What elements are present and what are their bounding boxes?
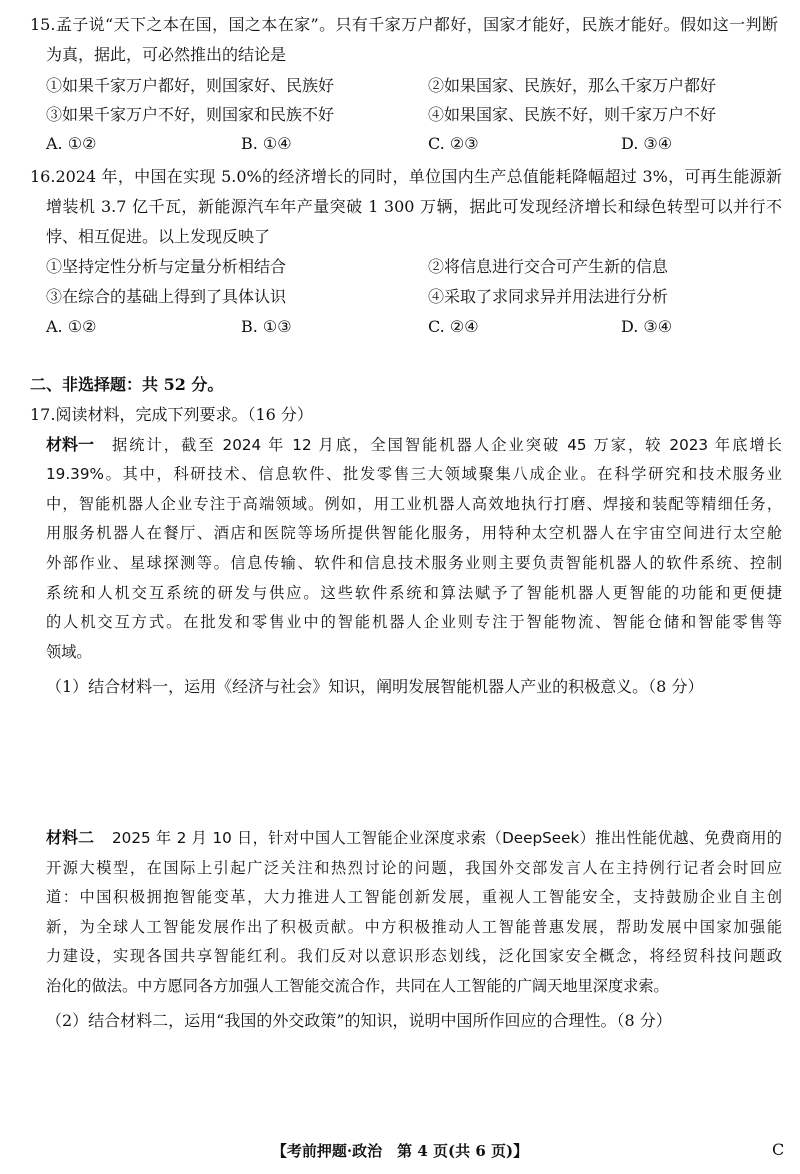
material-1-line2: 19.39%。其中，科研技术、信息软件、批发零售三大领域聚集八成企业。在科学研究和技术服务业 — [46, 465, 782, 483]
material-2-line5: 力建设，实现各国共享智能红利。我们反对以意识形态划线，泛化国家安全概念，将经贸科技问题政 — [46, 947, 782, 965]
page-footer: 【考前押题·政治 第 4 页(共 6 页)】 — [271, 1142, 529, 1160]
q16-stem-line3: 悖、相互促进。以上发现反映了 — [46, 227, 271, 246]
q16-option-c: C. ②④ — [428, 317, 479, 336]
section-heading: 二、非选择题：共 52 分。 — [30, 375, 224, 394]
q15-option-a: A. ①② — [46, 134, 97, 153]
material-1-line8: 领域。 — [46, 643, 92, 661]
material-2-line1: 2025 年 2 月 10 日，针对中国人工智能企业深度求索（DeepSeek）推出性能优越、免费商用的 — [112, 829, 782, 847]
q16-stem-line1: 16.2024 年，中国在实现 5.0%的经济增长的同时，单位国内生产总值能耗降幅超过 3%，可再生能源新 — [30, 167, 782, 186]
material-1-line1: 据统计，截至 2024 年 12 月底，全国智能机器人企业突破 45 万家，较 2023 年底增长 — [112, 436, 782, 454]
q15-option-d: D. ③④ — [621, 134, 673, 153]
material-1-line4: 用服务机器人在餐厅、酒店和医院等场所提供智能化服务，用特种太空机器人在宇宙空间进行太空舱 — [46, 524, 782, 542]
material-2-line6: 治化的做法。中方愿同各方加强人工智能交流合作，共同在人工智能的广阔天地里深度求索。 — [46, 977, 669, 995]
material-1-label: 材料一 — [46, 435, 95, 454]
q17-subquestion-1: （1）结合材料一，运用《经济与社会》知识，阐明发展智能机器人产业的积极意义。（8 分） — [46, 677, 704, 696]
q15-statement-4: ④如果国家、民族不好，则千家万户不好 — [428, 105, 717, 124]
q15-statement-1: ①如果千家万户都好，则国家好、民族好 — [46, 76, 335, 95]
q16-statement-3: ③在综合的基础上得到了具体认识 — [46, 287, 287, 306]
q17-subquestion-2: （2）结合材料二，运用“我国的外交政策”的知识，说明中国所作回应的合理性。（8 分） — [46, 1011, 672, 1030]
q15-stem-line1: 15.孟子说“天下之本在国，国之本在家”。只有千家万户都好，国家才能好，民族才能好。假如这一判断 — [30, 15, 778, 34]
material-2-line4: 新，为全球人工智能发展作出了积极贡献。中方积极推动人工智能普惠发展，帮助发展中国家加强能 — [46, 918, 782, 936]
q16-statement-2: ②将信息进行交合可产生新的信息 — [428, 257, 669, 276]
q16-option-d: D. ③④ — [621, 317, 673, 336]
material-2-line2: 开源大模型，在国际上引起广泛关注和热烈讨论的问题，我国外交部发言人在主持例行记者会时回应 — [46, 859, 782, 877]
q15-option-b: B. ①④ — [241, 134, 292, 153]
q15-statement-2: ②如果国家、民族好，那么千家万户都好 — [428, 76, 717, 95]
material-1-line7: 的人机交互方式。在批发和零售业中的智能机器人企业则专注于智能物流、智能仓储和智能零售等 — [46, 613, 782, 631]
q15-statement-3: ③如果千家万户不好，则国家和民族不好 — [46, 105, 335, 124]
q15-option-c: C. ②③ — [428, 134, 479, 153]
q15-stem-line2: 为真，据此，可必然推出的结论是 — [46, 45, 287, 64]
material-2-label: 材料二 — [46, 828, 95, 847]
q16-statement-4: ④采取了求同求异并用法进行分析 — [428, 287, 669, 306]
material-1-line3: 中，智能机器人企业专注于高端领域。例如，用工业机器人高效地执行打磨、焊接和装配等精细任务， — [46, 495, 782, 513]
q16-option-a: A. ①② — [46, 317, 97, 336]
material-1-line6: 系统和人机交互系统的研发与供应。这些软件系统和算法赋予了智能机器人更智能的功能和更便捷 — [46, 584, 782, 602]
material-1-line5: 外部作业、星球探测等。信息传输、软件和信息技术服务业则主要负责智能机器人的软件系统、控制 — [46, 554, 782, 572]
q16-statement-1: ①坚持定性分析与定量分析相结合 — [46, 257, 287, 276]
q16-option-b: B. ①③ — [241, 317, 292, 336]
q16-stem-line2: 增装机 3.7 亿千瓦，新能源汽车年产量突破 1 300 万辆，据此可发现经济增长和绿色转型可以并行不 — [46, 197, 782, 216]
q17-stem: 17.阅读材料，完成下列要求。（16 分） — [30, 405, 313, 424]
paper-version-letter: C — [772, 1140, 785, 1159]
material-2-line3: 道：中国积极拥抱智能变革，大力推进人工智能创新发展，重视人工智能安全，支持鼓励企业自主创 — [46, 888, 782, 906]
